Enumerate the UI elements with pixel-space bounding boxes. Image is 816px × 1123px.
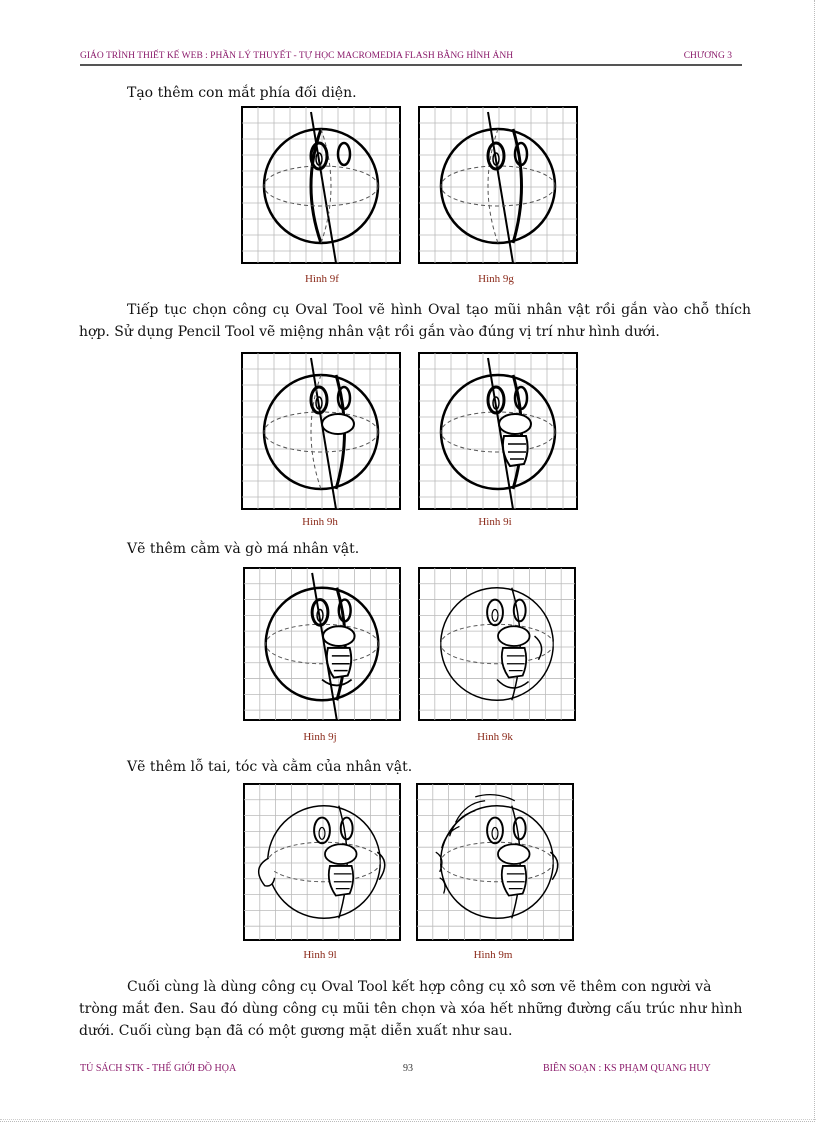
caption-9m: Hình 9m: [473, 949, 513, 961]
caption-9i: Hình 9i: [478, 516, 512, 528]
figure-9m: [416, 783, 574, 941]
header-rule: [80, 64, 742, 66]
paragraph-1: Tạo thêm con mắt phía đối diện.: [127, 85, 357, 101]
figure-9h-drawing: [241, 352, 401, 510]
footer-series: TỦ SÁCH STK - THẾ GIỚI ĐỒ HỌA: [80, 1063, 237, 1074]
mouth: [503, 436, 528, 466]
figure-9m-drawing: [416, 783, 574, 941]
paragraph-3: Vẽ thêm cằm và gò má nhân vật.: [127, 541, 360, 557]
figure-9j-drawing: [243, 567, 401, 721]
figure-9f: [241, 106, 401, 264]
page-number: 93: [403, 1063, 413, 1074]
paragraph-2-line-1: Tiếp tục chọn công cụ Oval Tool vẽ hình Oval tạo mũi nhân vật rồi gắn vào chỗ thích: [127, 302, 751, 318]
bottom-border: [0, 1119, 816, 1120]
caption-9f: Hình 9f: [305, 273, 339, 285]
figure-9k: [418, 567, 576, 721]
caption-9k: Hình 9k: [477, 731, 513, 743]
caption-9l: Hình 9l: [303, 949, 337, 961]
caption-9h: Hình 9h: [302, 516, 338, 528]
header-chapter: CHƯƠNG 3: [683, 51, 732, 61]
figure-9k-drawing: [418, 567, 576, 721]
paragraph-5-line-2: tròng mắt đen. Sau đó dùng công cụ mũi tên chọn và xóa hết những đường cấu trúc như hình: [79, 1001, 743, 1017]
paragraph-5: [79, 976, 751, 1042]
figure-9i-drawing: [418, 352, 578, 510]
paragraph-4: Vẽ thêm lỗ tai, tóc và cằm của nhân vật.: [127, 759, 413, 775]
paragraph-5-line-3: dưới. Cuối cùng bạn đã có một gương mặt diễn xuất như sau.: [79, 1023, 513, 1039]
nose: [322, 414, 354, 434]
figure-9i: [418, 352, 578, 510]
figure-9l-drawing: [243, 783, 401, 941]
figure-9h: [241, 352, 401, 510]
caption-9g: Hình 9g: [478, 273, 514, 285]
header-title: GIÁO TRÌNH THIẾT KẾ WEB : PHẦN LÝ THUYẾT - TỰ HỌC MACROMEDIA FLASH BẰNG HÌNH ẢNH: [80, 51, 514, 61]
figure-9g-drawing: [418, 106, 578, 264]
figure-9f-drawing: [241, 106, 401, 264]
figure-9l: [243, 783, 401, 941]
paragraph-5-line-1: Cuối cùng là dùng công cụ Oval Tool kết hợp công cụ xô sơn vẽ thêm con người và: [127, 979, 712, 995]
figure-9g: [418, 106, 578, 264]
paragraph-2-line-2: hợp. Sử dụng Pencil Tool vẽ miệng nhân vật rồi gắn vào đúng vị trí như hình dưới.: [79, 324, 660, 340]
paragraph-2: [79, 299, 751, 343]
footer-author: BIÊN SOẠN : KS PHẠM QUANG HUY: [543, 1063, 711, 1074]
figure-9j: [243, 567, 401, 721]
caption-9j: Hình 9j: [303, 731, 337, 743]
